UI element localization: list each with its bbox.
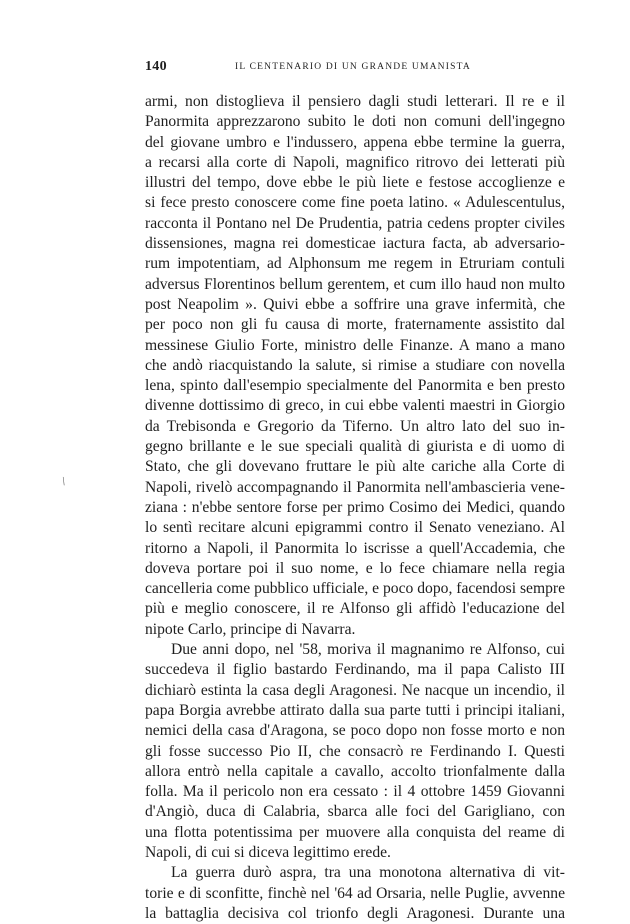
text-line: La guerra durò aspra, tra una monotona alternativa di vit-	[171, 864, 565, 882]
text-line: Napoli, di cui si diceva legittimo erede.	[145, 843, 391, 861]
text-line: folla. Ma il pericolo non era cessato : il 4 ottobre 1459 Giovanni	[145, 783, 565, 801]
page-number: 140	[145, 59, 167, 74]
text-line: illustri del tempo, dove ebbe le più liete e festose accoglienze e	[145, 174, 565, 192]
text-line: gegno brillante e le sue speciali qualità di giurista e di uomo di	[145, 438, 565, 456]
text-line: ritorno a Napoli, il Panormita lo iscrisse a quell'Accademia, che	[145, 539, 565, 557]
text-line: la battaglia decisiva col trionfo degli Aragonesi. Durante una	[145, 904, 565, 922]
text-line: nemici della casa d'Aragona, se poco dopo non fosse morto e non	[145, 722, 565, 740]
text-line: ziana : n'ebbe sentore forse per primo Cosimo dei Medici, quando	[145, 498, 565, 516]
text-line: una flotta potentissima per muovere alla conquista del reame di	[145, 823, 565, 841]
text-line: lo sentì recitare alcuni epigrammi contro il Senato veneziano. Al	[145, 519, 565, 537]
text-line: da Trebisonda e Gregorio da Tiferno. Un altro lato del suo in-	[145, 417, 565, 435]
text-line: Due anni dopo, nel '58, moriva il magnanimo re Alfonso, cui	[171, 641, 565, 659]
text-line: del giovane umbro e l'indussero, appena ebbe termine la guerra,	[145, 133, 565, 151]
text-line: divenne dottissimo di greco, in cui ebbe valenti maestri in Giorgio	[145, 397, 565, 415]
text-line: d'Angiò, duca di Calabria, sbarca alle foci del Garigliano, con	[145, 803, 565, 821]
text-line: armi, non distoglieva il pensiero dagli studi letterari. Il re e il	[145, 93, 565, 110]
text-line: nipote Carlo, principe di Navarra.	[145, 620, 356, 638]
text-line: per poco non gli fu causa di morte, fraternamente assistito dal	[145, 316, 565, 334]
text-line: adversus Florentinos bellum gerentem, et cum illo haud non multo	[145, 275, 565, 293]
text-line: a recarsi alla corte di Napoli, magnifico ritrovo dei letterati più	[145, 153, 565, 171]
text-line: lena, spinto dall'esempio specialmente del Panormita e ben presto	[145, 377, 565, 395]
text-line: dissensiones, magna rei domesticae iactura facta, ab adversario-	[145, 235, 565, 253]
text-line: torie e di sconfitte, finchè nel '64 ad Orsaria, nelle Puglie, avvenne	[145, 884, 565, 902]
text-line: doveva portare poi il suo nome, e lo fece chiamare nella regia	[145, 559, 565, 577]
text-line: papa Borgia avrebbe attirato dalla sua parte tutti i principi italiani,	[145, 701, 565, 719]
text-line: Napoli, rivelò accompagnando il Panormita nell'ambascieria vene-	[145, 478, 565, 496]
running-title: IL CENTENARIO DI UN GRANDE UMANISTA	[235, 62, 471, 72]
text-line: rum impotentiam, ad Alphonsum me regem in Etruriam contuli	[145, 255, 565, 273]
text-line: cancelleria come pubblico ufficiale, e poco dopo, facendosi sempre	[145, 580, 565, 598]
text-line: più e meglio conoscere, il re Alfonso gli affidò l'educazione del	[145, 600, 565, 618]
text-line: si fece presto conoscere come fine poeta latino. « Adulescentulus,	[145, 194, 565, 212]
text-line: gli fosse successo Pio II, che consacrò re Ferdinando I. Questi	[145, 742, 565, 760]
margin-mark: \	[60, 473, 67, 489]
text-line: allora entrò nella capitale a cavallo, accolto trionfalmente dalla	[145, 762, 565, 780]
text-line: Stato, che gli dovevano fruttare le più alte cariche alla Corte di	[145, 458, 565, 476]
text-line: messinese Giulio Forte, ministro delle Finanze. A mano a mano	[145, 336, 565, 354]
text-line: dichiarò estinta la casa degli Aragonesi. Ne nacque un incendio, il	[145, 681, 565, 699]
text-line: racconta il Pontano nel De Prudentia, patria cedens propter civiles	[145, 214, 565, 232]
text-line: post Neapolim ». Quivi ebbe a soffrire una grave infermità, che	[145, 295, 565, 313]
text-line: Panormita apprezzarono subito le doti non comuni dell'ingegno	[145, 113, 565, 131]
body-text	[145, 92, 565, 924]
page-header	[145, 59, 565, 79]
text-line: succedeva il figlio bastardo Ferdinando, ma il papa Calisto III	[145, 661, 565, 679]
text-line: che andò riacquistando la salute, si rimise a studiare con novella	[145, 356, 565, 374]
